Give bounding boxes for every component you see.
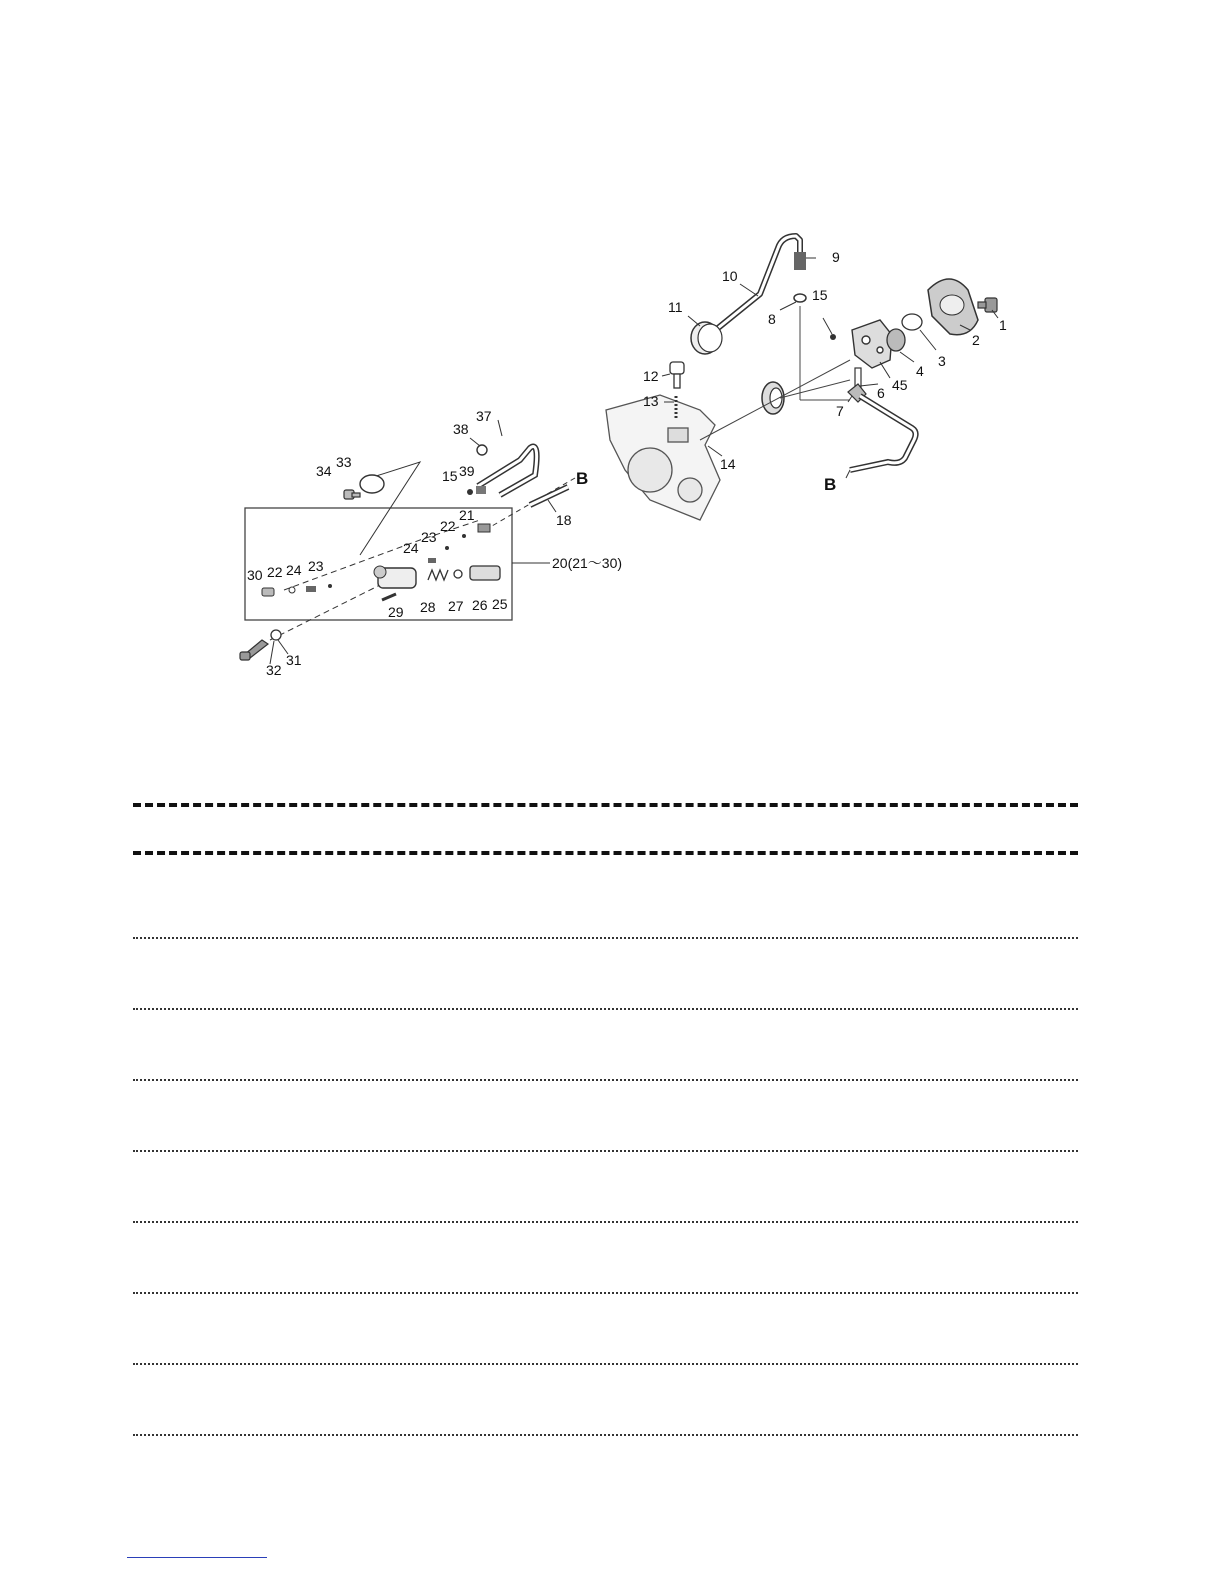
dotted-rule-5 xyxy=(133,1221,1078,1223)
callout-25: 25 xyxy=(492,596,508,612)
dotted-rule-7 xyxy=(133,1363,1078,1365)
callout-33: 33 xyxy=(336,454,352,470)
callout-10: 10 xyxy=(722,268,738,284)
dotted-rule-6 xyxy=(133,1292,1078,1294)
callout-32: 32 xyxy=(266,662,282,678)
ref-b-left: B xyxy=(576,469,589,488)
dashed-rule-2 xyxy=(133,851,1078,855)
callout-37: 37 xyxy=(476,408,492,424)
callout-9: 9 xyxy=(832,249,840,265)
callout-26: 26 xyxy=(472,597,488,613)
callout-4: 4 xyxy=(916,363,924,379)
callout-23a: 23 xyxy=(421,529,437,545)
callout-38: 38 xyxy=(453,421,469,437)
dotted-rule-3 xyxy=(133,1079,1078,1081)
callout-14: 14 xyxy=(720,456,736,472)
ref-b-right: B xyxy=(824,475,837,494)
callout-39: 39 xyxy=(459,463,475,479)
footer-link-underline[interactable] xyxy=(127,1557,267,1558)
callout-8: 8 xyxy=(768,311,776,327)
dotted-rule-8 xyxy=(133,1434,1078,1436)
callout-28: 28 xyxy=(420,599,436,615)
callout-13: 13 xyxy=(643,393,659,409)
callout-18: 18 xyxy=(556,512,572,528)
dotted-rule-2 xyxy=(133,1008,1078,1010)
callout-24b: 24 xyxy=(286,562,302,578)
callout-22b: 22 xyxy=(267,564,283,580)
callout-30: 30 xyxy=(247,567,263,583)
dotted-rule-4 xyxy=(133,1150,1078,1152)
callout-11: 11 xyxy=(668,299,683,315)
callout-15a: 15 xyxy=(812,287,828,303)
callout-24a: 24 xyxy=(403,540,419,556)
callout-27: 27 xyxy=(448,598,464,614)
callout-15b: 15 xyxy=(442,468,458,484)
callout-2: 2 xyxy=(972,332,980,348)
callout-12: 12 xyxy=(643,368,659,384)
callout-34: 34 xyxy=(316,463,332,479)
callout-6: 6 xyxy=(877,385,885,401)
callout-29: 29 xyxy=(388,604,404,620)
callout-31: 31 xyxy=(286,652,302,668)
callout-7: 7 xyxy=(836,403,844,419)
callout-45: 45 xyxy=(892,377,908,393)
dashed-rule-1 xyxy=(133,803,1078,807)
callout-22a: 22 xyxy=(440,518,456,534)
callout-23b: 23 xyxy=(308,558,324,574)
callout-21: 21 xyxy=(459,507,475,523)
callout-1: 1 xyxy=(999,317,1007,333)
callout-3: 3 xyxy=(938,353,946,369)
callout-20: 20(21～30) xyxy=(552,555,623,571)
dotted-rule-1 xyxy=(133,937,1078,939)
